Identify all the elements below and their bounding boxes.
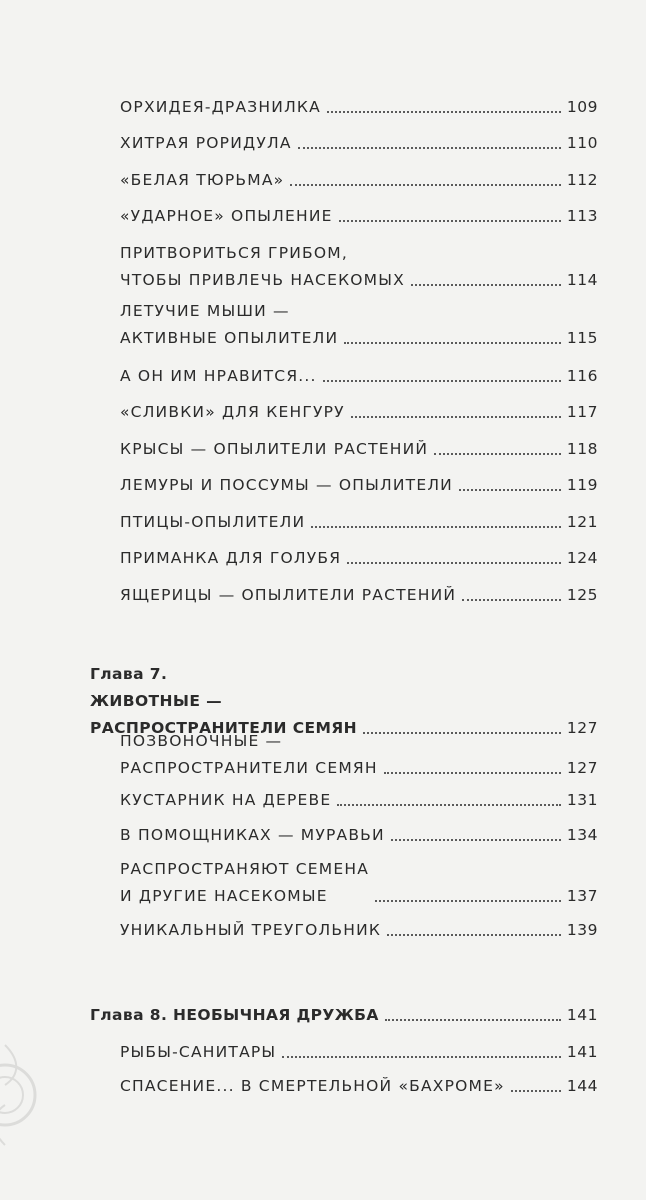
toc-page-number: 113 [566,207,598,225]
toc-page-number: 124 [566,549,598,567]
dot-leader [385,1019,561,1021]
toc-page-number: 134 [566,826,598,844]
dot-leader [462,599,561,601]
dot-leader [282,1056,561,1058]
chapter-title-text: НЕОБЫЧНАЯ ДРУЖБА [173,1006,379,1024]
dot-leader [290,184,561,186]
toc-entry[interactable] [120,509,598,536]
toc-entry-line: И ДРУГИЕ НАСЕКОМЫЕ [120,887,328,905]
toc-entry-title: В ПОМОЩНИКАХ — МУРАВЬИ [120,826,385,844]
toc-entry-title: ЛЕМУРЫ И ПОССУМЫ — ОПЫЛИТЕЛИ [120,476,453,494]
toc-page-number: 141 [566,1006,598,1024]
dot-leader [434,453,561,455]
chapter-title-text: ЖИВОТНЫЕ — [90,692,223,710]
dot-leader [459,489,561,491]
chapter-prefix: Глава 7. [90,665,168,683]
toc-page-number: 109 [566,98,598,116]
chapter-title [90,1002,379,1029]
toc-entry-title: ОРХИДЕЯ-ДРАЗНИЛКА [120,98,321,116]
toc-entry[interactable] [120,787,598,814]
toc-page-number: 144 [566,1077,598,1095]
dot-leader [347,562,561,564]
toc-entry-title [120,856,369,910]
toc-entry-title [120,298,338,352]
toc-page-number: 121 [566,513,598,531]
chapter-prefix: Глава 8. [90,1006,168,1024]
toc-entry-line: ПОЗВОНОЧНЫЕ — [120,732,283,750]
toc-page-number: 139 [566,921,598,939]
toc-entry[interactable] [120,167,598,194]
toc-entry[interactable] [120,94,598,121]
toc-entry[interactable] [120,298,598,352]
toc-entry[interactable] [120,917,598,944]
toc-entry-title: КРЫСЫ — ОПЫЛИТЕЛИ РАСТЕНИЙ [120,440,429,458]
dot-leader [411,284,561,286]
toc-entry[interactable] [120,822,598,849]
toc-entry-title: ПТИЦЫ-ОПЫЛИТЕЛИ [120,513,306,531]
bleed-through-ornament [0,1040,50,1150]
toc-page-number: 127 [566,759,598,777]
toc-entry-title: «УДАРНОЕ» ОПЫЛЕНИЕ [120,207,333,225]
toc-entry[interactable] [120,240,598,294]
dot-leader [323,380,561,382]
toc-entry-title: «СЛИВКИ» ДЛЯ КЕНГУРУ [120,403,345,421]
toc-entry-title: УНИКАЛЬНЫЙ ТРЕУГОЛЬНИК [120,921,382,939]
toc-entry[interactable] [120,545,598,572]
toc-page-number: 116 [566,367,598,385]
chapter-title-line-1 [90,661,357,715]
toc-entry-title: А ОН ИМ НРАВИТСЯ... [120,367,317,385]
toc-entry[interactable] [120,203,598,230]
toc-entry[interactable] [120,130,598,157]
toc-entry-line: ЧТОБЫ ПРИВЛЕЧЬ НАСЕКОМЫХ [120,271,405,289]
toc-page-number: 115 [566,329,598,347]
toc-entry[interactable] [120,582,598,609]
toc-entry-line: АКТИВНЫЕ ОПЫЛИТЕЛИ [120,329,339,347]
toc-chapter-8[interactable] [90,1002,598,1029]
toc-entry[interactable] [120,399,598,426]
dot-leader [387,934,561,936]
chapter-title-line-2: РАСПРОСТРАНИТЕЛИ СЕМЯН [90,719,357,737]
toc-entry[interactable] [120,856,598,910]
dot-leader [344,342,561,344]
toc-entry[interactable] [120,728,598,782]
toc-page-number: 110 [566,134,598,152]
toc-entry-title: КУСТАРНИК НА ДЕРЕВЕ [120,791,332,809]
dot-leader [337,804,561,806]
toc-page-number: 137 [566,887,598,905]
toc-entry[interactable] [120,1073,598,1100]
dot-leader [511,1090,561,1092]
toc-page-number: 117 [566,403,598,421]
toc-page-number: 114 [566,271,598,289]
toc-page-number: 112 [566,171,598,189]
toc-entry[interactable] [120,436,598,463]
toc-page-number: 125 [566,586,598,604]
toc-entry[interactable] [120,363,598,390]
toc-entry-title: ПРИМАНКА ДЛЯ ГОЛУБЯ [120,549,342,567]
toc-entry[interactable] [120,1039,598,1066]
toc-entry-title: ЯЩЕРИЦЫ — ОПЫЛИТЕЛИ РАСТЕНИЙ [120,586,457,604]
dot-leader [351,416,561,418]
toc-entry-line: РАСПРОСТРАНИТЕЛИ СЕМЯН [120,759,378,777]
dot-leader [339,220,561,222]
toc-page-number: 141 [566,1043,598,1061]
toc-entry-line: ПРИТВОРИТЬСЯ ГРИБОМ, [120,244,348,262]
dot-leader [384,772,561,774]
dot-leader [391,839,561,841]
dot-leader [375,900,561,902]
toc-entry-line: РАСПРОСТРАНЯЮТ СЕМЕНА [120,860,370,878]
toc-entry-title [120,240,405,294]
toc-entry-title: РЫБЫ-САНИТАРЫ [120,1043,277,1061]
toc-entry[interactable] [120,472,598,499]
toc-page-number: 127 [566,719,598,737]
toc-page-number: 131 [566,791,598,809]
toc-entry-title [120,728,378,782]
toc-entry-title: «БЕЛАЯ ТЮРЬМА» [120,171,285,189]
toc-page-number: 118 [566,440,598,458]
toc-entry-title: СПАСЕНИЕ... В СМЕРТЕЛЬНОЙ «БАХРОМЕ» [120,1077,505,1095]
dot-leader [298,147,561,149]
dot-leader [311,526,561,528]
toc-entry-title: ХИТРАЯ РОРИДУЛА [120,134,292,152]
toc-page-number: 119 [566,476,598,494]
dot-leader [327,111,561,113]
toc-entry-line: ЛЕТУЧИЕ МЫШИ — [120,302,290,320]
